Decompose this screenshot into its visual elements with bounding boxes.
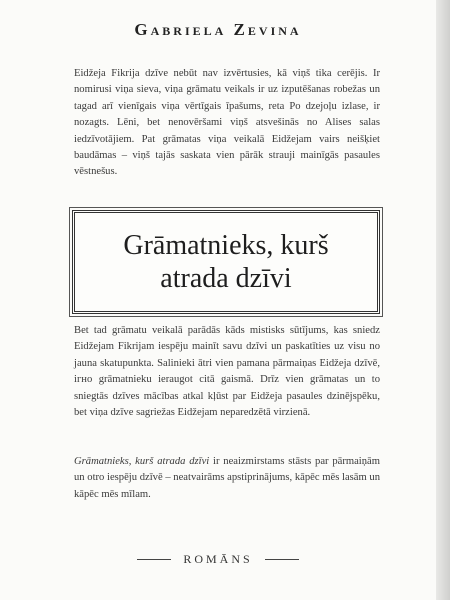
blurb-paragraph-1: Eidžeja Fikrija dzīve nebūt nav izvērtusies, kā viņš tika cerējis. Ir nomirusi viņa sieva, viņa grāmatu veikals ir uz izputēšanas robežas un tagad arī vienīgais viņa vērtīgais īpašums, reta Po dzejoļu izlase, ir nozagts. Lēni, bet nenovēršami viņš atsvešinās no Alises salas iedzīvotājiem. Pat grāmatas viņa veikalā Eidžejam vairs neišķiet baudāmas – viņš tajās saskata vien pārāk strauji mainīgās pasaules vēstnešus. bbox=[74, 68, 380, 178]
book-title bbox=[123, 229, 328, 295]
title-line-2: atrada dzīvi bbox=[160, 263, 292, 294]
title-frame bbox=[72, 210, 380, 314]
author-name: Gabriela Zevina bbox=[134, 20, 302, 39]
blurb-title-italic: Grāmatnieks, kurš atrada dzīvi bbox=[74, 456, 210, 467]
blurb-closing-text: ir neaizmirstams stāsts par pārmaiņām un otro iespēju dzīvē – neatvairāms apstiprinājums, kāpēc mēs lasām un kāpēc mēs mīlam. bbox=[74, 456, 380, 500]
title-line-1: Grāmatnieks, kurš bbox=[123, 230, 329, 261]
right-rule bbox=[265, 559, 299, 560]
left-rule bbox=[137, 559, 171, 560]
blurb-paragraph-2: Bet tad grāmatu veikalā parādās kāds mistisks sūtījums, kas sniedz Eidžejam Fikrijam iespēju mainīt savu dzīvi un paskatīties uz visu no jauna skatupunkta. Salinieki ātri vien pamana pārmaiņas Eidžeja dzīvē, ігно grāmatnieku ieraugot citā gaismā. Drīz vien grāmatas un to sniegtās dzīves mācības atkal kļūst par Eidžeja pasaules dzinējspēku, bet viņa dzīve sagriežas Eidžejam neparedzētā virzienā. bbox=[74, 325, 380, 419]
genre-label: ROMĀNS bbox=[183, 552, 253, 566]
blurb-paragraph-3 bbox=[74, 454, 380, 503]
cover-edge bbox=[436, 0, 450, 600]
genre-footer bbox=[0, 552, 436, 567]
